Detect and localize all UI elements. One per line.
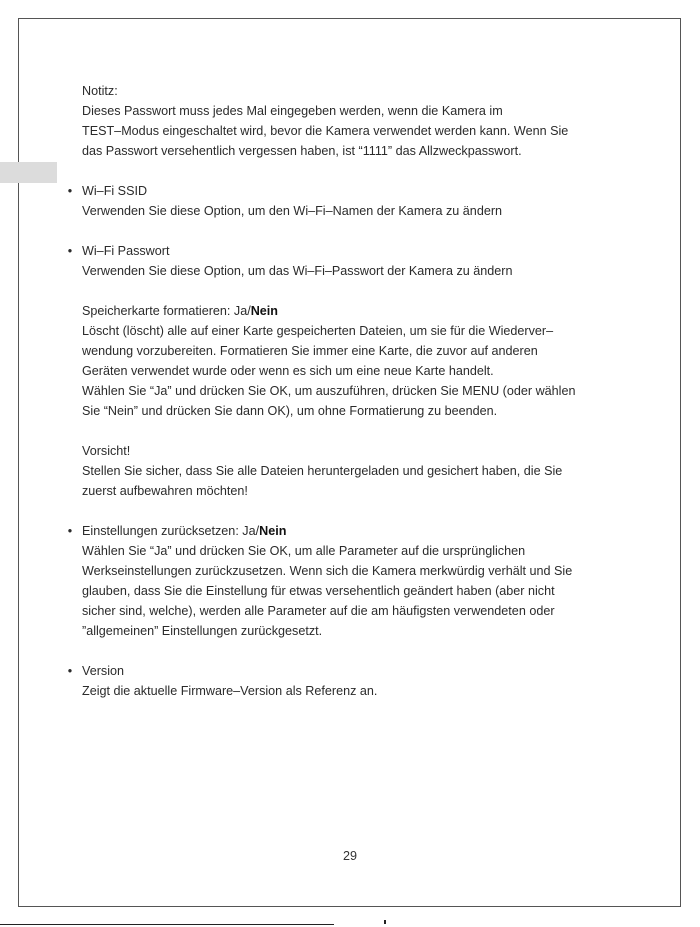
wifi-ssid-title: Wi–Fi SSID xyxy=(82,184,148,198)
note-section xyxy=(82,81,622,161)
reset-line: glauben, dass Sie die Einstellung für etwas versehentlich geändert haben (aber nicht xyxy=(82,584,555,598)
bullet-icon: • xyxy=(67,184,73,198)
format-card-title-prefix: Speicherkarte formatieren: Ja/ xyxy=(82,304,251,318)
bullet-icon: • xyxy=(67,244,73,258)
wifi-ssid-section xyxy=(67,181,622,221)
reset-title-option: Nein xyxy=(259,524,287,538)
version-section xyxy=(67,661,622,701)
format-card-title-option: Nein xyxy=(250,304,278,318)
note-title: Notitz: xyxy=(82,84,118,98)
bottom-divider xyxy=(0,924,334,925)
format-card-line: Wählen Sie “Ja” und drücken Sie OK, um auszuführen, drücken Sie MENU (oder wählen xyxy=(82,384,576,398)
reset-title-prefix: Einstellungen zurücksetzen: Ja/ xyxy=(82,524,260,538)
reset-line: Wählen Sie “Ja” und drücken Sie OK, um alle Parameter auf die ursprünglichen xyxy=(82,544,526,558)
bullet-icon: • xyxy=(67,664,73,678)
caution-section xyxy=(82,441,622,501)
reset-title xyxy=(82,521,622,541)
format-card-title xyxy=(82,301,622,321)
wifi-password-section xyxy=(67,241,622,281)
bullet-icon: • xyxy=(67,524,73,538)
wifi-password-description: Verwenden Sie diese Option, um das Wi–Fi–Passwort der Kamera zu ändern xyxy=(82,264,513,278)
note-line: das Passwort versehentlich vergessen haben, ist “1111” das Allzweckpasswort. xyxy=(82,144,522,158)
reset-line: Werkseinstellungen zurückzusetzen. Wenn sich die Kamera merkwürdig verhält und Sie xyxy=(82,564,573,578)
caution-line: Stellen Sie sicher, dass Sie alle Dateien heruntergeladen und gesichert haben, die Sie xyxy=(82,464,563,478)
reset-section xyxy=(67,521,622,641)
reset-line: ”allgemeinen” Einstellungen zurückgesetzt. xyxy=(82,624,323,638)
bottom-tick-mark xyxy=(384,920,386,924)
caution-line: zuerst aufbewahren möchten! xyxy=(82,484,248,498)
format-card-line: Sie “Nein” und drücken Sie dann OK), um ohne Formatierung zu beenden. xyxy=(82,404,498,418)
format-card-line: Geräten verwendet wurde oder wenn es sich um eine neue Karte handelt. xyxy=(82,364,494,378)
version-description: Zeigt die aktuelle Firmware–Version als Referenz an. xyxy=(82,684,378,698)
wifi-ssid-description: Verwenden Sie diese Option, um den Wi–Fi–Namen der Kamera zu ändern xyxy=(82,204,503,218)
note-line: TEST–Modus eingeschaltet wird, bevor die Kamera verwendet werden kann. Wenn Sie xyxy=(82,124,569,138)
version-title: Version xyxy=(82,664,125,678)
page-number: 29 xyxy=(342,849,357,863)
format-card-line: Löscht (löscht) alle auf einer Karte gespeicherten Dateien, um sie für die Wiederver– xyxy=(82,324,554,338)
format-card-line: wendung vorzubereiten. Formatieren Sie immer eine Karte, die zuvor auf anderen xyxy=(82,344,538,358)
format-card-section xyxy=(82,301,622,421)
manual-content xyxy=(67,81,622,701)
side-tab-marker xyxy=(0,162,57,183)
caution-title: Vorsicht! xyxy=(82,444,131,458)
note-line: Dieses Passwort muss jedes Mal eingegeben werden, wenn die Kamera im xyxy=(82,104,503,118)
reset-line: sicher sind, welche), werden alle Parameter auf die am häufigsten verwendeten oder xyxy=(82,604,555,618)
wifi-password-title: Wi–Fi Passwort xyxy=(82,244,170,258)
